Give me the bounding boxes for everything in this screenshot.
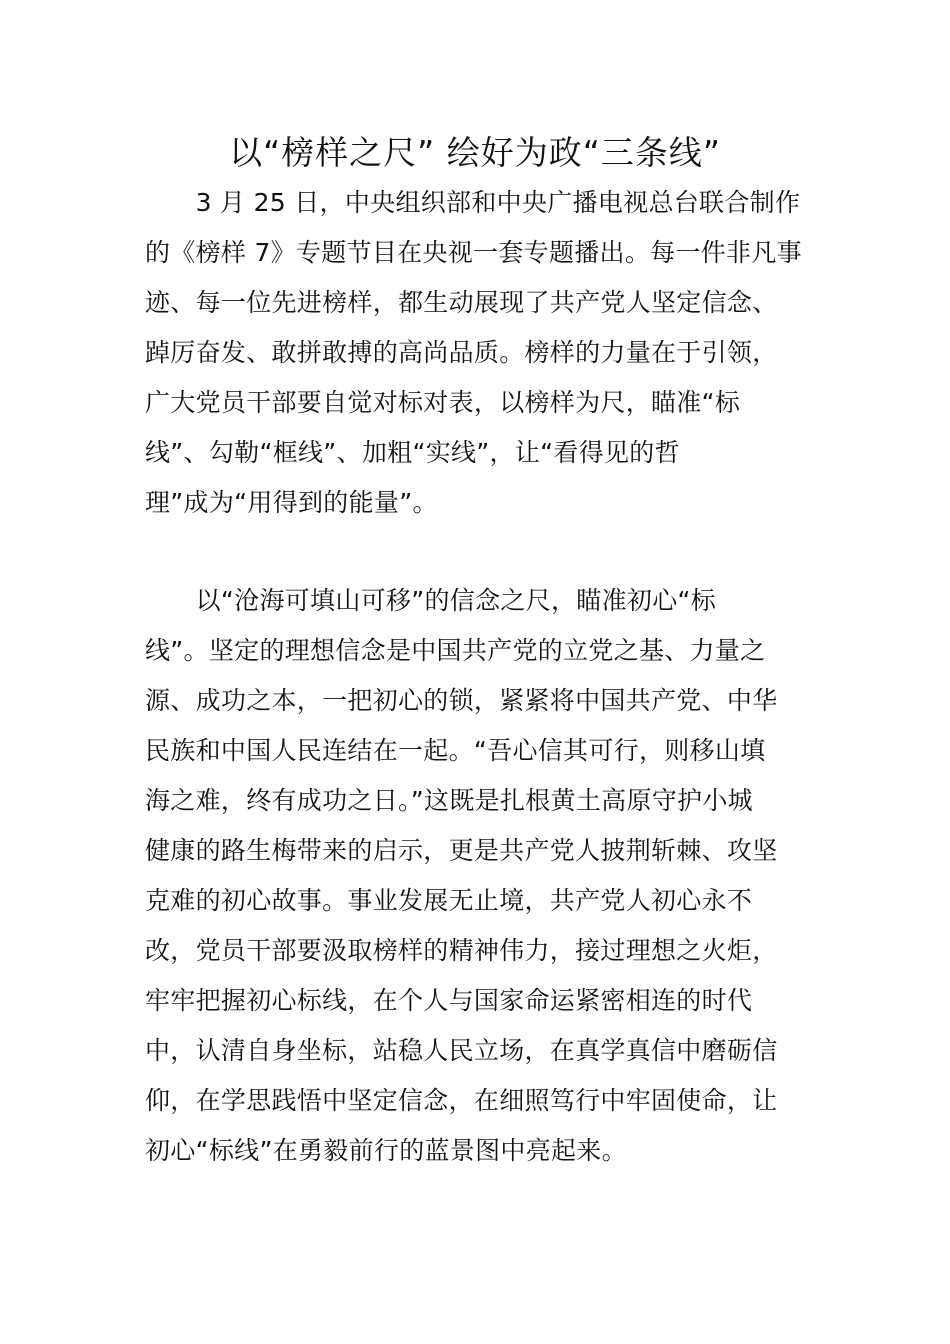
paragraph-line: 广大党员干部要自觉对标对表，以榜样为尺，瞄准“标: [145, 388, 741, 417]
paragraph-line: 牢牢把握初心标线，在个人与国家命运紧密相连的时代: [145, 986, 753, 1015]
paragraph-line: 中，认清自身坐标，站稳人民立场，在真学真信中磨砺信: [145, 1036, 778, 1065]
paragraph-line: 民族和中国人民连结在一起。“吾心信其可行，则移山填: [145, 736, 766, 765]
paragraph-line: 改，党员干部要汲取榜样的精神伟力，接过理想之火炬，: [145, 936, 778, 965]
paragraph-line: 的《榜样 7》专题节目在央视一套专题播出。每一件非凡事: [145, 238, 802, 267]
paragraph-line: 迹、每一位先进榜样，都生动展现了共产党人坚定信念、: [145, 288, 778, 317]
document-title: 以“榜样之尺” 绘好为政“三条线”: [229, 133, 721, 172]
paragraph-line: 海之难，终有成功之日。”这既是扎根黄土高原守护小城: [145, 786, 753, 815]
paragraph-line: 以“沧海可填山可移”的信念之尺，瞄准初心“标: [145, 586, 717, 615]
paragraph-line: 踔厉奋发、敢拼敢搏的高尚品质。榜样的力量在于引领，: [145, 338, 778, 367]
paragraph-line: 健康的路生梅带来的启示，更是共产党人披荆斩棘、攻坚: [145, 836, 778, 865]
paragraph-line: 线”、勾勒“框线”、加粗“实线”，让“看得见的哲: [145, 438, 680, 467]
paragraph-line: 克难的初心故事。事业发展无止境，共产党人初心永不: [145, 886, 753, 915]
paragraph-1: [145, 178, 807, 528]
paragraph-line: 仰，在学思践悟中坚定信念，在细照笃行中牢固使命，让: [145, 1086, 778, 1115]
paragraph-2: [145, 576, 807, 1176]
paragraph-line: 理”成为“用得到的能量”。: [145, 488, 438, 517]
paragraph-line: 3 月 25 日，中央组织部和中央广播电视总台联合制作: [145, 188, 801, 217]
paragraph-line: 源、成功之本，一把初心的锁，紧紧将中国共产党、中华: [145, 686, 778, 715]
paragraph-line: 线”。坚定的理想信念是中国共产党的立党之基、力量之: [145, 636, 766, 665]
paragraph-line: 初心“标线”在勇毅前行的蓝景图中亮起来。: [145, 1136, 627, 1165]
